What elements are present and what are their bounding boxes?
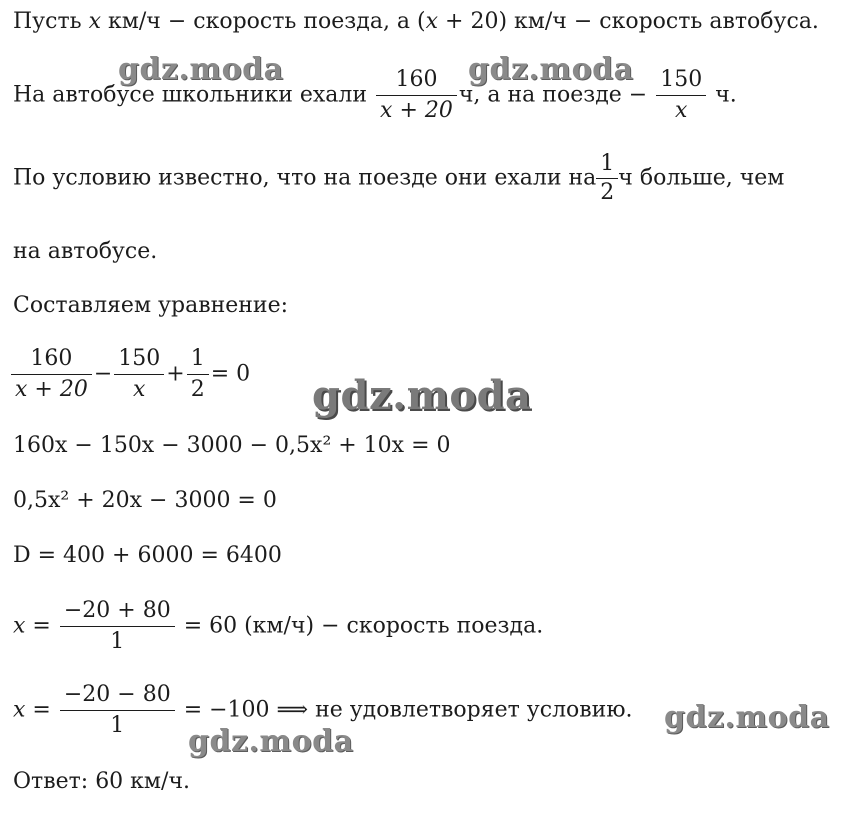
text-line-5: Составляем уравнение: bbox=[13, 293, 289, 318]
watermark: gdz.moda bbox=[664, 700, 830, 735]
lhs: x = bbox=[13, 697, 51, 723]
denominator: 2 bbox=[596, 178, 618, 205]
text: ч, а на поезде − bbox=[458, 82, 655, 108]
fraction-160-over-x-plus-20 bbox=[378, 67, 455, 124]
text-line-1 bbox=[13, 8, 819, 36]
numerator: 150 bbox=[118, 346, 161, 371]
rhs: = 60 (км/ч) − скорость поезда. bbox=[183, 613, 544, 639]
denominator: x + 20 bbox=[376, 95, 457, 124]
watermark: gdz.moda bbox=[188, 724, 354, 759]
denominator: 1 bbox=[60, 626, 175, 655]
equation-5 bbox=[13, 598, 543, 655]
denominator: x bbox=[656, 95, 706, 124]
lhs: x = bbox=[13, 613, 51, 639]
denominator: 1 bbox=[60, 710, 175, 739]
equation-3: 0,5x² + 20x − 3000 = 0 bbox=[13, 488, 277, 513]
answer-line: Ответ: 60 км/ч. bbox=[13, 769, 190, 794]
numerator: 1 bbox=[190, 346, 205, 371]
fraction-150-over-x bbox=[116, 346, 162, 403]
math-var: x bbox=[88, 9, 102, 34]
text-line-3 bbox=[13, 152, 784, 205]
watermark: gdz.moda bbox=[118, 52, 284, 87]
text: ч больше, чем bbox=[618, 165, 785, 191]
text: + 20) км/ч − скорость автобуса. bbox=[438, 9, 819, 34]
equation-2: 160x − 150x − 3000 − 0,5x² + 10x = 0 bbox=[13, 433, 451, 458]
denominator: x + 20 bbox=[11, 374, 92, 403]
watermark: gdz.moda bbox=[312, 372, 532, 419]
equals-zero: = 0 bbox=[210, 361, 251, 387]
numerator: −20 + 80 bbox=[63, 598, 171, 623]
numerator: −20 − 80 bbox=[63, 682, 171, 707]
fraction-150-over-x bbox=[658, 67, 704, 124]
math-var: x bbox=[425, 9, 439, 34]
watermark: gdz.moda bbox=[468, 52, 634, 87]
numerator: 160 bbox=[30, 346, 73, 371]
fraction-160-over-x-plus-20 bbox=[13, 346, 90, 403]
numerator: 1 bbox=[600, 151, 615, 176]
fraction-one-half bbox=[189, 346, 207, 403]
numerator: 160 bbox=[395, 67, 438, 92]
operator: + bbox=[166, 361, 185, 387]
text: По условию известно, что на поезде они ехали на bbox=[13, 165, 597, 191]
fraction-one-half bbox=[598, 152, 616, 205]
text-line-4: на автобусе. bbox=[13, 239, 158, 264]
text: ч. bbox=[715, 82, 737, 108]
equation-1 bbox=[13, 346, 250, 403]
text: км/ч − скорость поезда, а ( bbox=[101, 9, 426, 34]
rhs: = −100 ⟹ не удовлетворяет условию. bbox=[183, 697, 633, 723]
text: Пусть bbox=[13, 9, 89, 34]
fraction-root-1 bbox=[62, 598, 173, 655]
denominator: x bbox=[114, 374, 164, 403]
numerator: 150 bbox=[660, 67, 703, 92]
text: На автобусе школьники ехали bbox=[13, 82, 375, 108]
operator: − bbox=[93, 361, 113, 387]
denominator: 2 bbox=[187, 374, 209, 403]
equation-4: D = 400 + 6000 = 6400 bbox=[13, 543, 282, 568]
fraction-root-2 bbox=[62, 682, 173, 739]
